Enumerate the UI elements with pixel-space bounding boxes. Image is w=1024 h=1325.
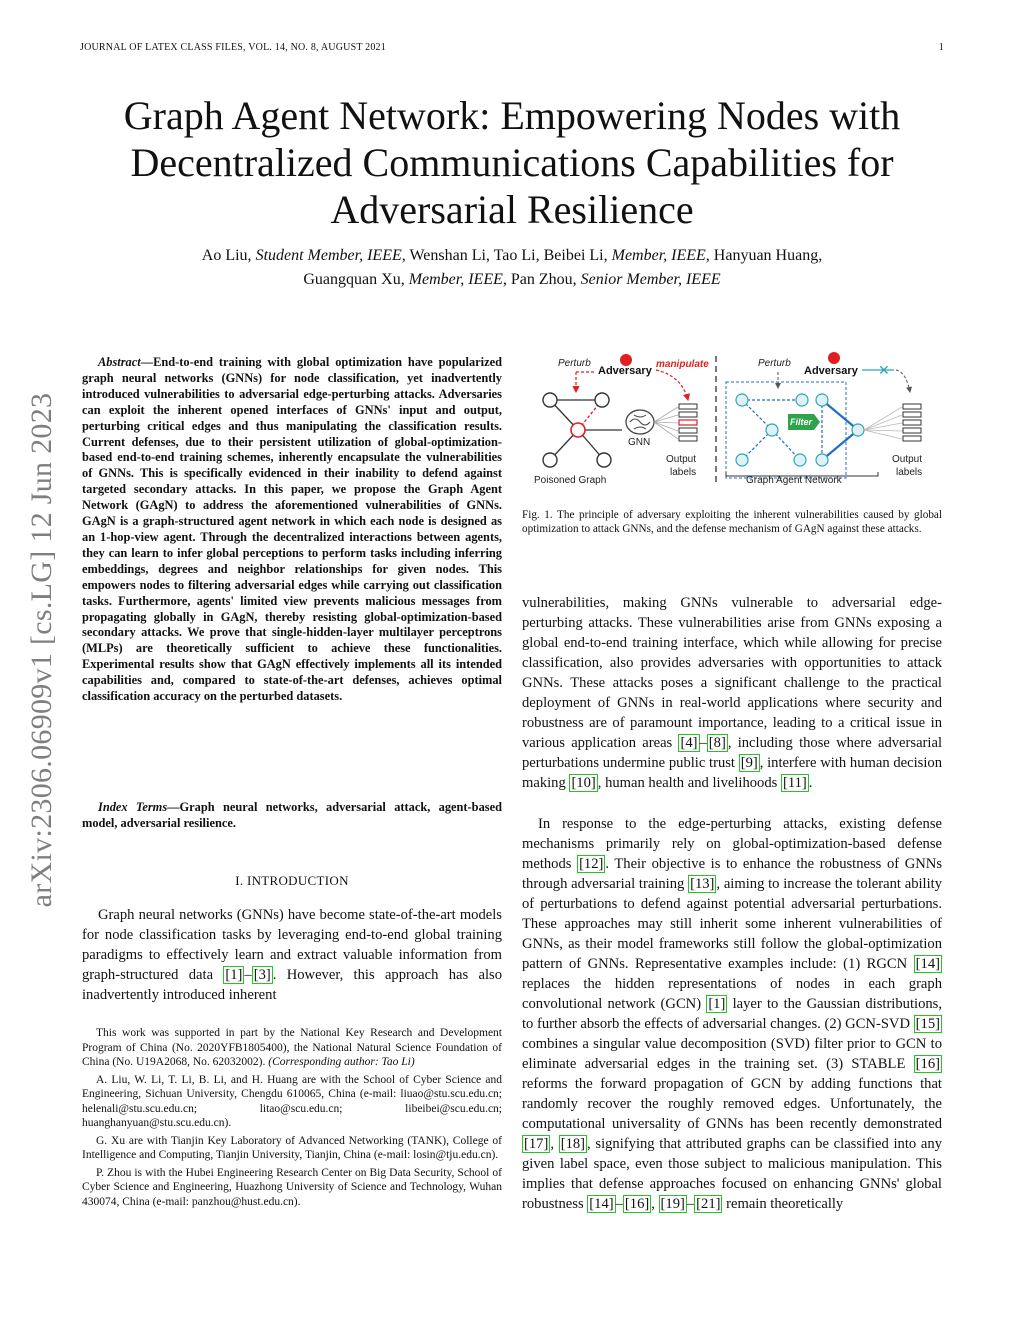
text-run: , human health and livelihoods	[597, 775, 781, 791]
figure-1-diagram	[522, 352, 946, 504]
intro-paragraph	[82, 905, 502, 1005]
text-run: . However, this approach has also inadvertently introduced inherent	[82, 967, 503, 1003]
filter-label: Filter	[790, 417, 813, 427]
footnote-affiliation-hust	[82, 1166, 502, 1210]
paper-title: Graph Agent Network: Empowering Nodes with Decentralized Communications Capabilities for Adversarial Resilience	[123, 93, 901, 232]
text-run: A. Liu, W. Li, T. Li, B. Li, and H. Huang are with the School of Cyber Science and Engineering, Sichuan University, Chengdu 610065, China (e-mail: liuao@stu.scu.edu.cn; helenali@stu.scu.edu.cn; litao@scu.edu.cn; libeibei@scu.edu.cn; huanghanyuan@stu.scu.edu.cn).	[82, 1073, 502, 1129]
text-run: . Their objective is to enhance the robustness of GNNs through adversarial training	[522, 856, 942, 892]
poisoned-graph	[543, 393, 622, 467]
author-list	[90, 244, 934, 292]
text-run: combines a singular value decomposition (SVD) filter prior to GCN to eliminate adversarial edges in the training set. (3) STABLE	[522, 1036, 942, 1072]
citation-link[interactable]: [16]	[624, 1196, 650, 1212]
text-run: Ao Liu,	[201, 247, 256, 264]
citation-link[interactable]: [13]	[690, 876, 715, 892]
text-run: –	[699, 735, 707, 751]
text-run: , aiming to increase the tolerant ability of perturbations to defend against potential adversarial perturbations. These approaches may still inherit some inherent vulnerabilities of GNNs, as their model frameworks still follow the global-optimization pattern of GNNs. Representative examples include: (1) RGCN	[522, 876, 943, 972]
perturb-label-left: Perturb	[558, 358, 591, 369]
text-run: vulnerabilities, making GNNs vulnerable to adversarial edge-perturbing attacks. These vulnerabilities arise from GNNs exposing a global end-to-end training interface, which while allowing for precise classification, also provides adversaries with opportunities to attack GNNs. These attacks poses a significant challenge to the practical deployment of GNNs in real-world applications where security and robustness are of paramount importance, leading to a critical issue in various application areas	[522, 595, 942, 751]
text-run: P. Zhou is with the Hubei Engineering Research Center on Big Data Security, School of Cyber Science and Engineering, Huazhong University of Science and Technology, Wuhan 430074, China (e-mail: panzhou@hust.edu.cn).	[82, 1166, 502, 1208]
figure-1	[522, 352, 946, 504]
abstract-label: Abstract	[98, 355, 141, 369]
citation-link[interactable]: [1]	[225, 967, 243, 983]
citation-link[interactable]: [3]	[253, 967, 271, 983]
citation-link[interactable]: [11]	[782, 775, 807, 791]
output-labels-right-line1: Output	[892, 454, 923, 465]
output-labels-right-line2: labels	[896, 467, 923, 478]
text-run: Graph neural networks (GNNs) have become state-of-the-art models for node classification tasks by leveraging end-to-end global training paradigms to effectively learn and extract valuable information from graph-structured data	[82, 907, 502, 983]
agent-output-edges	[864, 407, 902, 439]
author-line-1	[90, 244, 934, 268]
text-run: –	[244, 967, 252, 983]
text-run: , Pan Zhou,	[502, 271, 581, 288]
output-labels-stack-left	[679, 404, 697, 441]
index-terms-text: —Graph neural networks, adversarial attack, agent-based model, adversarial resilience.	[82, 800, 502, 830]
figure-caption: Fig. 1. The principle of adversary exploiting the inherent vulnerabilities caused by global optimization to attack GNNs, and the defense mechanism of GAgN against these attacks.	[522, 509, 942, 536]
right-paragraph-1	[522, 593, 942, 793]
output-labels-left-line2: labels	[670, 467, 697, 478]
right-paragraph-2	[522, 814, 942, 1214]
output-labels-stack-right	[903, 404, 921, 441]
citation-link[interactable]: [14]	[915, 956, 940, 972]
text-run: replaces the hidden representations of nodes in each graph convolutional network (GCN)	[522, 976, 942, 1012]
italic-text: Senior Member, IEEE	[580, 271, 721, 288]
citation-link[interactable]: [10]	[571, 775, 596, 791]
gnn-label: GNN	[628, 437, 651, 448]
poisoned-graph-label: Poisoned Graph	[534, 475, 607, 486]
citation-link[interactable]: [14]	[589, 1196, 614, 1212]
text-run: , signifying that attributed graphs can be classified into any given label space, even those subject to malicious manipulation. This implies that defense approaches focused on enhancing GNNs' global robustness	[522, 1136, 942, 1212]
citation-link[interactable]: [18]	[560, 1136, 586, 1152]
italic-text: Member, IEEE	[611, 247, 706, 264]
text-run: reforms the forward propagation of GCN by adding functions that randomly recover the roughly removed edges. Unfortunately, the computational universality of GNNs has been recently demonstrated	[522, 1076, 942, 1132]
text-run: ,	[550, 1136, 559, 1152]
index-terms-label: Index Terms	[98, 800, 168, 814]
section-number: I.	[235, 873, 244, 888]
text-run: –	[615, 1196, 623, 1212]
footnote-affiliation-scu	[82, 1073, 502, 1131]
citation-link[interactable]: [8]	[708, 735, 726, 751]
text-run: –	[686, 1196, 695, 1212]
text-run: remain theoretically	[722, 1196, 844, 1212]
citation-link[interactable]: [17]	[524, 1136, 549, 1152]
text-run: In response to the edge-perturbing attacks, existing defense mechanisms primarily rely on global-optimization-based defense methods	[522, 816, 942, 872]
arxiv-stamp	[22, 360, 62, 940]
adversary-icon-right	[828, 352, 840, 364]
output-labels-left-line1: Output	[666, 454, 697, 465]
abstract-text: —End-to-end training with global optimization have popularized graph neural networks (GNNs) for node classification, yet inadvertently introduced vulnerabilities to adversarial edge-perturbing attacks. Adversaries can exploit the inherent opened interfaces of GNNs' input and output, perturbing critical edges and thus manipulating the classification results. Current defenses, due to their persistent utilization of global-optimization-based end-to-end training schemes, inherently encapsulate the vulnerabilities of GNNs. This is specifically evidenced in their inability to defend against targeted secondary attacks. In this paper, we propose the Graph Agent Network (GAgN) to address the aforementioned vulnerabilities of GNNs. GAgN is a graph-structured agent network in which each node is designed as an 1-hop-view agent. Through the decentralized interactions between agents, they can learn to infer global perceptions to perform tasks including inferring embeddings, degrees and neighbor relationships for given nodes. This empowers nodes to filtering adversarial edges while carrying out classification tasks. Furthermore, agents' limited view prevents malicious messages from propagating globally in GAgN, thereby resisting global-optimization-based secondary attacks. We prove that single-hidden-layer multilayer perceptrons (MLPs) are theoretically sufficient to achieve these functionalities. Experimental results show that GAgN effectively implements all its intended capabilities and, compared to state-of-the-art defenses, achieves optimal classification accuracy on the perturbed datasets.	[82, 355, 502, 704]
text-run: .	[808, 775, 813, 791]
index-terms	[82, 800, 502, 832]
section-heading	[82, 873, 502, 889]
footnote-affiliation-tju	[82, 1134, 502, 1163]
text-run: , Hanyuan Huang,	[705, 247, 823, 264]
italic-text: (Corresponding author: Tao Li)	[268, 1056, 415, 1068]
text-run: This work was supported in part by the National Key Research and Development Program of China (No. 2020YFB1805400), the National Natural Science Foundation of China (No. U19A2068, No. 62032002).	[82, 1027, 502, 1068]
gnn-icon	[626, 410, 654, 434]
graph-agent-network-label: Graph Agent Network	[746, 475, 842, 486]
italic-text: Member, IEEE	[408, 271, 503, 288]
citation-link[interactable]: [19]	[660, 1196, 685, 1212]
arxiv-stamp-text: arXiv:2306.06909v1 [cs.LG] 12 Jun 2023	[25, 392, 58, 908]
text-run: G. Xu are with Tianjin Key Laboratory of Advanced Networking (TANK), College of Intelligence and Computing, Tianjin University, Tianjin, China (e-mail: losin@tju.edu.cn).	[82, 1134, 502, 1161]
citation-link[interactable]: [16]	[915, 1056, 940, 1072]
footnote-funding	[82, 1026, 502, 1070]
citation-link[interactable]: [15]	[915, 1016, 940, 1032]
text-run: ,	[651, 1196, 659, 1212]
perturb-label-right: Perturb	[758, 358, 791, 369]
adversary-label-left: Adversary	[598, 365, 652, 377]
citation-link[interactable]: [21]	[696, 1196, 721, 1212]
citation-link[interactable]: [4]	[680, 735, 698, 751]
abstract	[82, 355, 502, 705]
footnotes	[82, 1026, 502, 1212]
citation-link[interactable]: [12]	[579, 856, 604, 872]
section-title: INTRODUCTION	[246, 873, 349, 888]
text-run: layer to the Gaussian distributions, to further absorb the effects of adversarial changes. (2) GCN-SVD	[522, 996, 942, 1032]
citation-link[interactable]: [1]	[708, 996, 726, 1012]
author-line-2	[90, 268, 934, 292]
text-run: , including those where adversarial perturbations undermine public trust	[522, 735, 942, 771]
adversary-label-right: Adversary	[804, 365, 858, 377]
italic-text: Student Member, IEEE	[255, 247, 402, 264]
blocked-icon: ✕	[878, 362, 890, 378]
gnn-edges	[654, 407, 678, 439]
citation-link[interactable]: [9]	[740, 755, 758, 771]
manipulate-label: manipulate	[656, 359, 709, 370]
text-run: , interfere with human decision making	[522, 755, 942, 791]
page-number: 1	[938, 42, 944, 53]
journal-header: JOURNAL OF LATEX CLASS FILES, VOL. 14, NO. 8, AUGUST 2021	[80, 42, 386, 53]
text-run: Guangquan Xu,	[303, 271, 409, 288]
text-run: , Wenshan Li, Tao Li, Beibei Li,	[401, 247, 612, 264]
